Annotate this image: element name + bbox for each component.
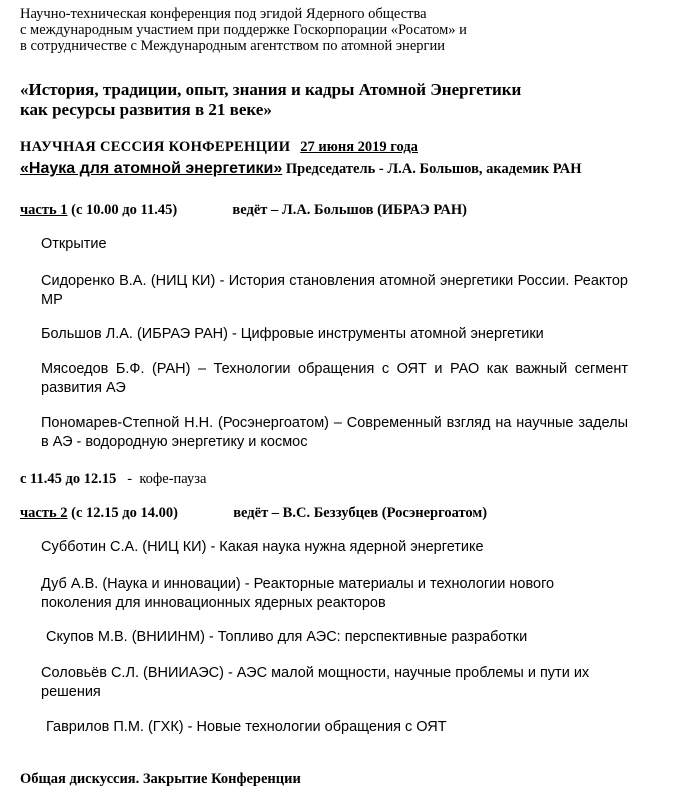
agenda-item: Сидоренко В.А. (НИЦ КИ) - История становления атомной энергетики России. Реактор МР <box>41 273 628 308</box>
part-1-heading <box>20 201 680 219</box>
agenda-item: Пономарев-Степной Н.Н. (Росэнергоатом) – Современный взгляд на научные заделы в АЭ - водородную энергетику и космос <box>41 415 628 450</box>
session-label: НАУЧНАЯ СЕССИЯ КОНФЕРЕНЦИИ <box>20 139 291 155</box>
agenda-item: Мясоедов Б.Ф. (РАН) – Технологии обращения с ОЯТ и РАО как важный сегмент развития АЭ <box>41 361 628 396</box>
part-2-host: ведёт – В.С. Беззубцев (Росэнергоатом) <box>233 505 488 521</box>
session-heading <box>20 138 680 156</box>
session-date: 27 июня 2019 года <box>300 139 418 155</box>
coffee-break <box>20 470 680 488</box>
part-1-label: часть 1 <box>20 202 68 218</box>
part-2-time: (с 12.15 до 14.00) <box>67 505 178 521</box>
part-1-host: ведёт – Л.А. Большов (ИБРАЭ РАН) <box>232 202 467 218</box>
agenda-item: Скупов М.В. (ВНИИНМ) - Топливо для АЭС: перспективные разработки <box>46 629 528 645</box>
part-2-label: часть 2 <box>20 505 68 521</box>
agenda-item: Открытие <box>41 236 107 252</box>
session-theme: «Наука для атомной энергетики» <box>20 160 283 177</box>
title-line: как ресурсы развития в 21 веке» <box>20 100 272 119</box>
agenda-item: Субботин С.А. (НИЦ КИ) - Какая наука нужна ядерной энергетике <box>41 539 484 555</box>
intro-line: Научно-техническая конференция под эгидой Ядерного общества <box>20 6 427 22</box>
coffee-break-time: с 11.45 до 12.15 <box>20 471 117 487</box>
closing-line: Общая дискуссия. Закрытие Конференции <box>20 771 301 787</box>
session-theme-line <box>20 160 680 178</box>
agenda-item: Большов Л.А. (ИБРАЭ РАН) - Цифровые инструменты атомной энергетики <box>41 326 544 342</box>
session-chair: Председатель - Л.А. Большов, академик РАН <box>282 161 582 177</box>
part-2-heading <box>20 504 680 522</box>
part-1-time: (с 10.00 до 11.45) <box>67 202 178 218</box>
coffee-break-label: - кофе-пауза <box>116 471 207 487</box>
agenda-item: Соловьёв С.Л. (ВНИИАЭС) - АЭС малой мощности, научные проблемы и пути их решения <box>41 665 590 700</box>
title-line: «История, традиции, опыт, знания и кадры Атомной Энергетики <box>20 80 522 99</box>
intro-line: в сотрудничестве с Международным агентством по атомной энергии <box>20 38 445 54</box>
agenda-item: Гаврилов П.М. (ГХК) - Новые технологии обращения с ОЯТ <box>46 719 447 735</box>
conference-title <box>20 80 680 120</box>
agenda-item: Дуб А.В. (Наука и инновации) - Реакторные материалы и технологии нового поколения для инновационных ядерных реакторов <box>41 576 555 611</box>
intro-block <box>20 6 680 54</box>
intro-line: с международным участием при поддержке Госкорпорации «Росатом» и <box>20 22 467 38</box>
